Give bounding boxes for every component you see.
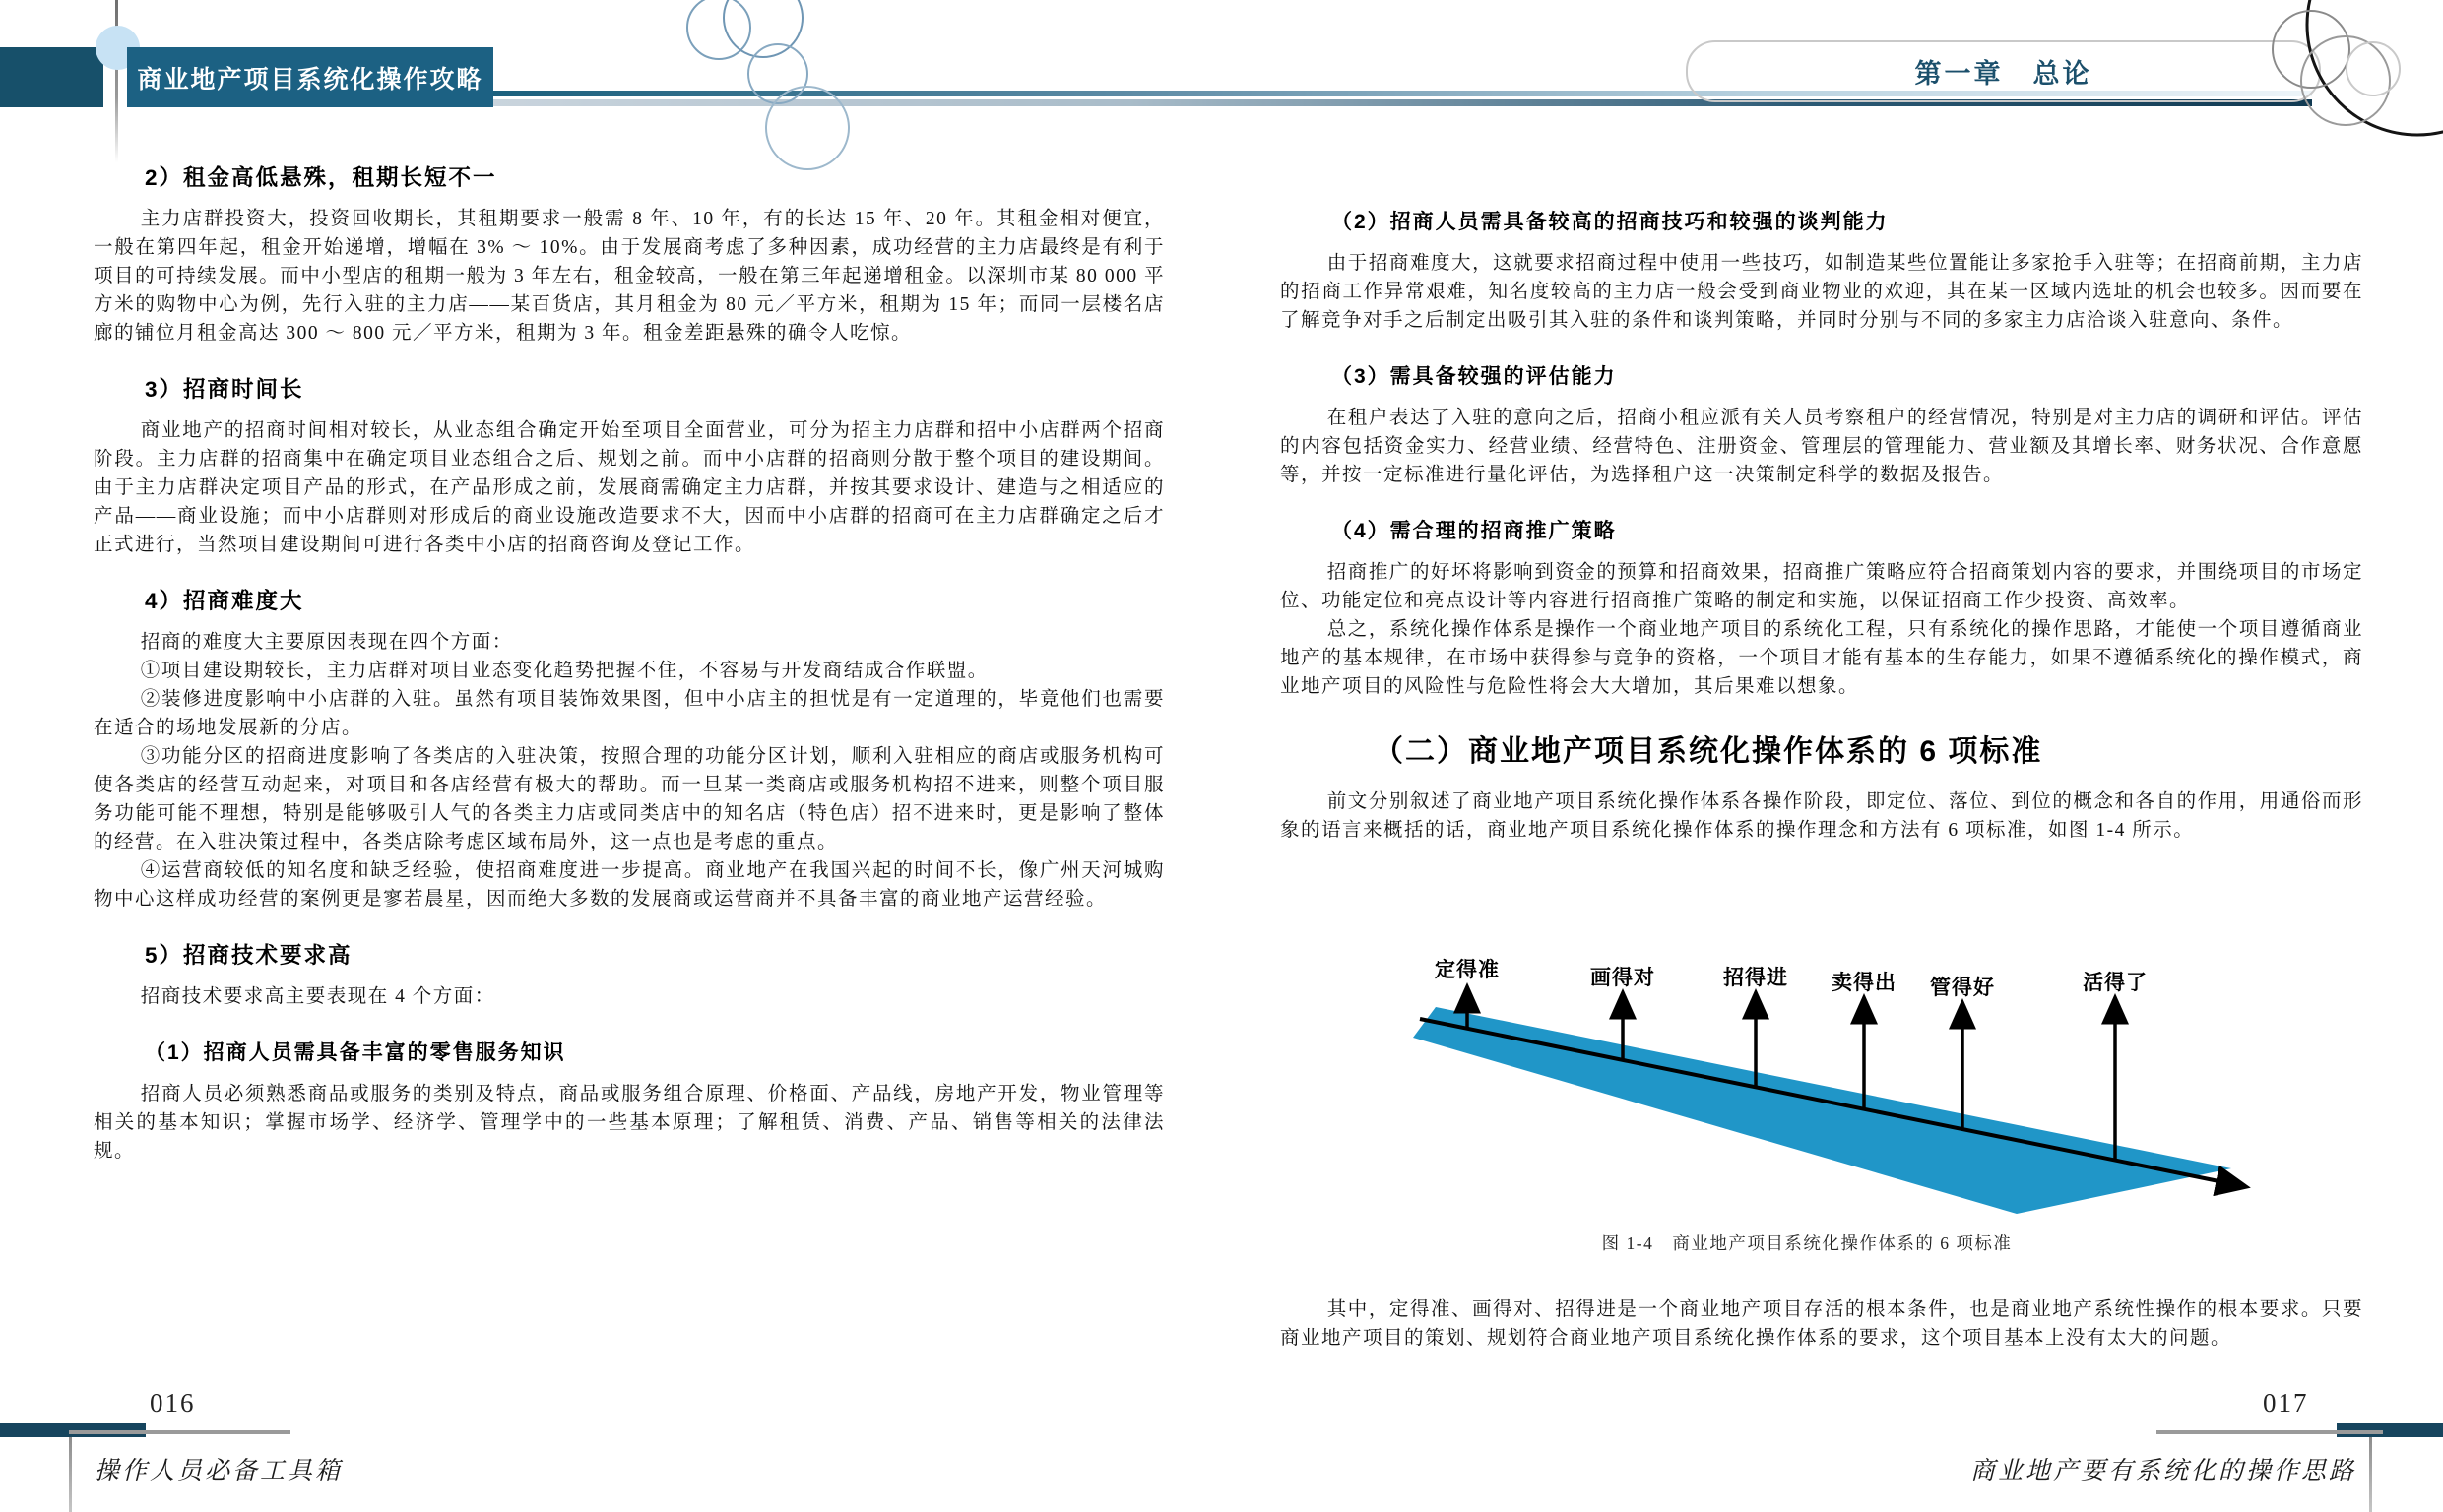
chapter-title: 第一章 总论 [1914, 59, 2092, 89]
figure-label: 画得对 [1590, 967, 1655, 989]
figure-label: 卖得出 [1832, 972, 1897, 994]
paragraph: 在租户表达了入驻的意向之后，招商小租应派有关人员考察租户的经营情况，特别是对主力店的调研和评估。评估的内容包括资金实力、经营业绩、经营特色、注册资金、管理层的管理能力、营业额及其增长率、财务状况、合作意愿等，并按一定标准进行量化评估，为选择租户这一决策制定科学的数据及报告。 [1280, 408, 2363, 485]
paragraph: 总之，系统化操作体系是操作一个商业地产项目的系统化工程，只有系统化的操作思路，才能使一个项目遵循商业地产的基本规律，在市场中获得参与竞争的资格，一个项目才能有基本的生存能力，如果不遵循系统化的操作模式，商业地产项目的风险性与危险性将会大大增加，其后果难以想象。 [1280, 619, 2363, 697]
figure-1-4 [1359, 940, 2255, 1235]
section-heading: 2）租金高低悬殊，租期长短不一 [145, 165, 497, 190]
left-page-column [94, 148, 1165, 1166]
paragraph: ③功能分区的招商进度影响了各类店的入驻决策，按照合理的功能分区计划，顺利入驻相应的商店或服务机构可使各类店的经营互动起来，对项目和各店经营有极大的帮助。而一旦某一类商店或服务机构招不进来，则整个项目服务功能可能不理想，特别是能够吸引人气的各类主力店或同类店中的知名店（特色店）招不进来时，更是影响了整体的经营。在入驻决策过程中，各类店除考虑区域布局外，这一点也是考虑的重点。 [94, 746, 1165, 852]
figure-band [1413, 1007, 2231, 1214]
timeline-arrow [1420, 1019, 2243, 1186]
paragraph: 由于招商难度大，这就要求招商过程中使用一些技巧，如制造某些位置能让多家抢手入驻等；在招商前期，主力店的招商工作异常艰难，知名度较高的主力店一般会受到商业物业的欢迎，其在某一区域内选址的机会也较多。因而要在了解竞争对手之后制定出吸引其入驻的条件和谈判策略，并同时分别与不同的多家主力店洽谈入驻意向、条件。 [1280, 253, 2363, 331]
figure-label: 定得准 [1435, 959, 1500, 981]
section-heading: 4）招商难度大 [145, 589, 304, 613]
subsection-heading: （1）招商人员需具备丰富的零售服务知识 [145, 1041, 566, 1064]
page-number-right: 017 [2263, 1388, 2309, 1418]
figure-label: 管得好 [1930, 976, 1995, 999]
paragraph: ④运营商较低的知名度和缺乏经验，使招商难度进一步提高。商业地产在我国兴起的时间不长，像广州天河城购物中心这样成功经营的案例更是寥若晨星，因而绝大多数的发展商或运营商并不具备丰富的商业地产运营经验。 [94, 860, 1165, 910]
footer-rule-left [69, 1430, 290, 1434]
subsection-heading: （4）需合理的招商推广策略 [1331, 520, 1617, 542]
subsection-heading: （3）需具备较强的评估能力 [1331, 365, 1617, 388]
paragraph: 招商推广的好坏将影响到资金的预算和招商效果，招商推广策略应符合招商策划内容的要求，并围绕项目的市场定位、功能定位和亮点设计等内容进行招商推广策略的制定和实施，以保证招商工作少投资、高效率。 [1280, 562, 2363, 611]
footer-text-right: 商业地产要有系统化的操作思路 [1969, 1458, 2356, 1484]
header-vertical-rule [115, 0, 118, 162]
closing-paragraph-block [1280, 1295, 2363, 1353]
footer-vertical-rule-left [69, 1437, 72, 1512]
paragraph: 招商的难度大主要原因表现在四个方面： [140, 632, 513, 653]
subsection-heading: （2）招商人员需具备较高的招商技巧和较强的谈判能力 [1331, 211, 1889, 233]
page-number-left: 016 [150, 1388, 196, 1418]
paragraph: 招商人员必须熟悉商品或服务的类别及特点，商品或服务组合原理、价格面、产品线，房地产开发，物业管理等相关的基本知识；掌握市场学、经济学、管理学中的一些基本原理；了解租赁、消费、产品、销售等相关的法律法规。 [94, 1084, 1165, 1162]
footer-text-left: 操作人员必备工具箱 [95, 1458, 344, 1484]
section-heading: 5）招商技术要求高 [145, 943, 353, 968]
header-left-bar [0, 47, 103, 107]
figure-label: 招得进 [1723, 967, 1788, 989]
paragraph: 其中，定得准、画得对、招得进是一个商业地产项目存活的根本条件，也是商业地产系统性操作的根本要求。只要商业地产项目的策划、规划符合商业地产项目系统化操作体系的要求，这个项目基本上没有太大的问题。 [1280, 1299, 2363, 1349]
footer-rule-right [2156, 1430, 2383, 1434]
figure-caption: 图 1-4 商业地产项目系统化操作体系的 6 项标准 [1601, 1233, 2013, 1253]
footer-vertical-rule-right [2369, 1437, 2372, 1512]
book-title-banner [127, 47, 493, 107]
paragraph: 商业地产的招商时间相对较长，从业态组合确定开始至项目全面营业，可分为招主力店群和招中小店群两个招商阶段。主力店群的招商集中在确定项目业态组合之后、规划之前。而中小店群的招商则分散于整个项目的建设期间。由于主力店群决定项目产品的形式，在产品形成之前，发展商需确定主力店群，并按其要求设计、建造与之相适应的产品——商业设施；而中小店群则对形成后的商业设施改造要求不大，因而中小店群的招商可在主力店群确定之后才正式进行，当然项目建设期间可进行各类中小店的招商咨询及登记工作。 [94, 420, 1165, 555]
section-two-heading: （二）商业地产项目系统化操作体系的 6 项标准 [1374, 735, 2043, 768]
chapter-title-box [1686, 40, 2321, 102]
section-heading: 3）招商时间长 [145, 377, 304, 402]
paragraph: 前文分别叙述了商业地产项目系统化操作体系各操作阶段，即定位、落位、到位的概念和各自的作用，用通俗而形象的语言来概括的话，商业地产项目系统化操作体系的操作理念和方法有 6 项标准，如图 1-4 所示。 [1280, 791, 2363, 841]
book-title: 商业地产项目系统化操作攻略 [137, 65, 483, 94]
figure-label: 活得了 [2083, 972, 2148, 994]
paragraph: ②装修进度影响中小店群的入驻。虽然有项目装饰效果图，但中小店主的担忧是有一定道理的，毕竟他们也需要在适合的场地发展新的分店。 [94, 689, 1165, 738]
paragraph: 主力店群投资大，投资回收期长，其租期要求一般需 8 年、10 年，有的长达 15 年、20 年。其租金相对便宜，一般在第四年起，租金开始递增，增幅在 3% ～ 10%。由于发展商考虑了多种因素，成功经营的主力店最终是有利于项目的可持续发展。而中小型店的租期一般为 3 年左右，租金较高，一般在第三年起递增租金。以深圳市某 80 000 平方米的购物中心为例，先行入驻的主力店——某百货店，其月租金为 80 元／平方米，租期为 15 年；而同一层楼名店廊的铺位月租金高达 300 ～ 800 元／平方米，租期为 3 年。租金差距悬殊的确令人吃惊。 [94, 209, 1165, 344]
right-page-column [1280, 192, 2363, 845]
paragraph: ①项目建设期较长，主力店群对项目业态变化趋势把握不住，不容易与开发商结成合作联盟。 [140, 661, 989, 681]
paragraph: 招商技术要求高主要表现在 4 个方面： [140, 986, 495, 1007]
